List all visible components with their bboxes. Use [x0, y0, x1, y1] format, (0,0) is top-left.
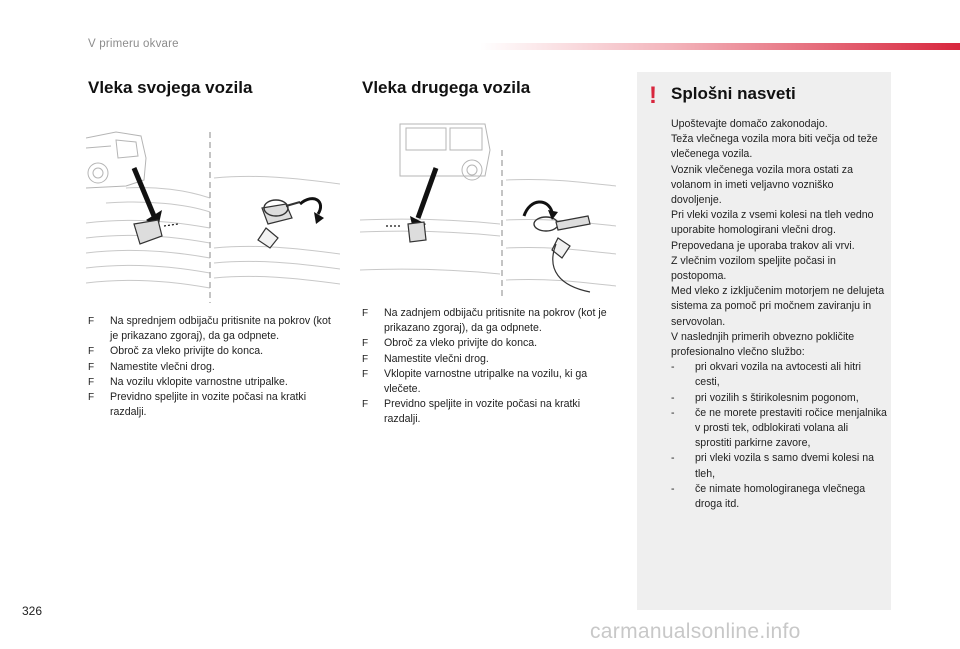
advice-title: Splošni nasveti: [671, 84, 796, 103]
figure-front-towing: [86, 128, 340, 303]
page-number: 326: [22, 604, 43, 618]
bullet-icon: F: [362, 368, 369, 380]
figure-rear-towing: [360, 120, 616, 300]
advice-box: [637, 72, 891, 610]
steps-own-vehicle: [88, 314, 340, 420]
list-item: - pri vleki vozila s samo dvemi kolesi na tleh,: [671, 452, 874, 480]
step-item: F Obroč za vleko privijte do konca.: [362, 336, 618, 351]
advice-paragraph: Upoštevajte domačo zakonodajo.: [671, 118, 828, 130]
bullet-icon: F: [88, 392, 95, 404]
advice-body: [671, 117, 887, 512]
advice-paragraph: V naslednjih primerih obvezno pokličite profesionalno vlečno službo:: [671, 330, 855, 359]
header-title: V primeru okvare: [88, 38, 179, 50]
step-item: F Previdno speljite in vozite počasi na kratki razdalji.: [362, 398, 581, 426]
step-item: F Obroč za vleko privijte do konca.: [88, 344, 340, 359]
advice-paragraph: Z vlečnim vozilom speljite počasi in postopoma.: [671, 254, 836, 283]
front-bumper-illustration: [86, 128, 340, 303]
section-title-other-vehicle: Vleka drugega vozila: [362, 78, 531, 97]
bullet-icon: F: [362, 338, 369, 350]
list-item: - pri okvari vozila na avtocesti ali hitri cesti,: [671, 361, 862, 389]
step-item: F Previdno speljite in vozite počasi na kratki razdalji.: [88, 391, 307, 419]
bullet-icon: F: [88, 376, 95, 388]
list-item: - če ne morete prestaviti ročice menjalnika v prosti tek, odblokirati volana ali sprostiti parkirne zavore,: [671, 406, 887, 450]
step-item: F Namestite vlečni drog.: [88, 360, 340, 375]
bullet-icon: F: [362, 399, 369, 411]
advice-paragraph: Med vleko z izključenim motorjem ne delujeta sistema za pomoč pri močnem zaviranju in servovolan.: [671, 285, 885, 328]
advice-paragraph: Teža vlečnega vozila mora biti večja od teže vlečenega vozila.: [671, 133, 878, 161]
bullet-icon: F: [88, 346, 95, 358]
advice-paragraph: Voznik vlečenega vozila mora ostati za volanom in imeti veljavno vozniško dovoljenje.: [671, 163, 853, 207]
list-item: - če nimate homologiranega vlečnega droga itd.: [671, 482, 866, 511]
warning-icon: !: [649, 82, 657, 109]
step-item: F Na vozilu vklopite varnostne utripalke.: [88, 375, 340, 390]
steps-other-vehicle: [362, 306, 618, 428]
watermark: carmanualsonline.info: [590, 620, 801, 643]
section-title-own-vehicle: Vleka svojega vozila: [88, 78, 253, 97]
bullet-icon: F: [88, 316, 95, 327]
advice-paragraph: Pri vleki vozila z vsemi kolesi na tleh vedno uporabite homologirani vlečni drog. Prepovedana je uporaba trakov ali vrvi.: [671, 209, 874, 252]
advice-cases-list: [671, 360, 887, 512]
step-item: F Na zadnjem odbijaču pritisnite na pokrov (kot je prikazano zgoraj), da ga odpnete.: [362, 307, 607, 335]
bullet-icon: F: [88, 361, 95, 373]
step-item: F Na sprednjem odbijaču pritisnite na pokrov (kot je prikazano zgoraj), da ga odpnete.: [88, 315, 331, 343]
bullet-icon: F: [362, 353, 369, 365]
step-item: F Namestite vlečni drog.: [362, 352, 618, 367]
bullet-icon: F: [362, 308, 369, 319]
step-item: F Vklopite varnostne utripalke na vozilu, ki ga vlečete.: [362, 367, 588, 396]
list-item: - pri vozilih s štirikolesnim pogonom,: [671, 391, 859, 404]
header-accent-bar: [480, 43, 960, 50]
rear-bumper-illustration: [360, 120, 616, 300]
